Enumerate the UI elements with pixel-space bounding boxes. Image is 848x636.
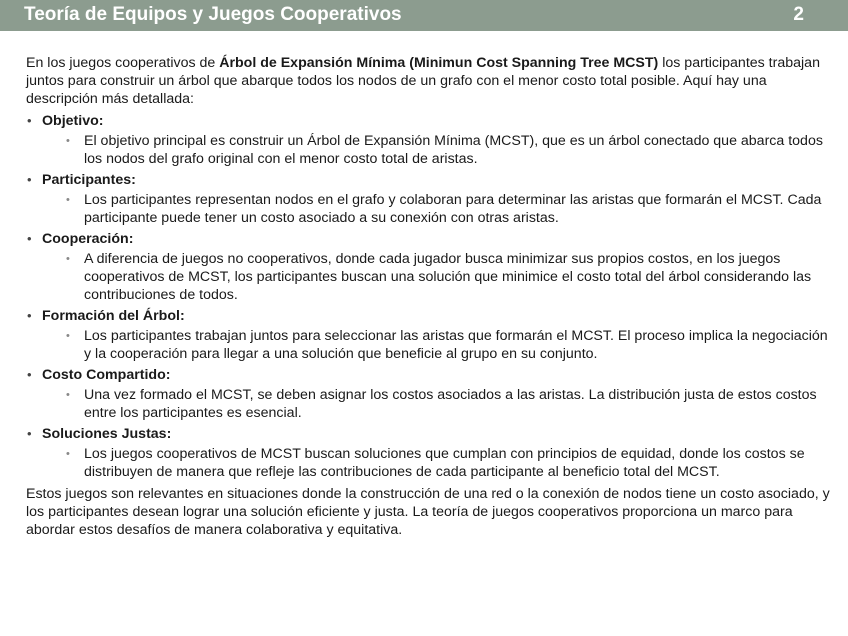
sub-bullet-icon: •: [66, 448, 70, 460]
sub-item-text: Los participantes representan nodos en el grafo y colaboran para determinar las aristas que formarán el MCST. Cada participante puede tener un costo asociado a su conexión con otras aristas.: [84, 192, 822, 226]
sub-item: [42, 191, 834, 227]
sub-item-text: El objetivo principal es construir un Árbol de Expansión Mínima (MCST), que es un árbol conectado que abarca todos los nodos del grafo original con el menor costo total de aristas.: [84, 133, 823, 167]
bullet-icon: •: [27, 231, 32, 246]
list-item-costo: [26, 366, 834, 422]
sub-item: [42, 445, 834, 481]
list-item-objetivo: [26, 112, 834, 168]
item-title: Cooperación:: [42, 231, 134, 247]
item-title: Soluciones Justas:: [42, 426, 172, 442]
sub-item: [42, 250, 834, 304]
sub-bullet-icon: •: [66, 135, 70, 147]
intro-text-start: En los juegos cooperativos de: [26, 55, 220, 71]
sub-item-text: Una vez formado el MCST, se deben asignar los costos asociados a las aristas. La distribución justa de estos costos entre los participantes es esencial.: [84, 387, 817, 421]
bullet-icon: •: [27, 113, 32, 128]
sub-bullet-icon: •: [66, 389, 70, 401]
bullet-icon: •: [27, 172, 32, 187]
slide-header: [0, 0, 848, 31]
sub-item-text: Los juegos cooperativos de MCST buscan soluciones que cumplan con principios de equidad, donde los costos se distribuyen de manera que refleje las contribuciones de cada participante al beneficio total del MCST.: [84, 446, 805, 480]
intro-paragraph: [26, 54, 834, 108]
sub-bullet-icon: •: [66, 330, 70, 342]
item-title: Objetivo:: [42, 113, 104, 129]
bullet-icon: •: [27, 426, 32, 441]
intro-bold-term: Árbol de Expansión Mínima (Minimun Cost Spanning Tree MCST): [219, 55, 659, 71]
item-title: Costo Compartido:: [42, 367, 171, 383]
sub-item-text: A diferencia de juegos no cooperativos, donde cada jugador busca minimizar sus propios costos, en los juegos cooperativos de MCST, los participantes buscan una solución que minimice el costo total del árbol considerando las contribuciones de todos.: [84, 251, 812, 303]
sub-item: [42, 132, 834, 168]
list-item-formacion: [26, 307, 834, 363]
sub-bullet-icon: •: [66, 253, 70, 265]
sub-item: [42, 327, 834, 363]
list-item-soluciones: [26, 425, 834, 481]
outro-paragraph: Estos juegos son relevantes en situaciones donde la construcción de una red o la conexión de nodos tiene un costo asociado, y los participantes desean lograr una solución eficiente y justa. La teoría de juegos cooperativos proporciona un marco para abordar estos desafíos de manera colaborativa y equitativa.: [26, 486, 830, 538]
slide-title: Teoría de Equipos y Juegos Cooperativos: [24, 4, 402, 25]
item-title: Formación del Árbol:: [42, 308, 185, 324]
intro-text-end: los participantes trabajan juntos para construir un árbol que abarque todos los nodos de un grafo con el menor costo total posible. Aquí hay una descripción más detallada:: [26, 55, 820, 107]
sub-item-text: Los participantes trabajan juntos para seleccionar las aristas que formarán el MCST. El proceso implica la negociación y la cooperación para llegar a una solución que beneficie al grupo en su conjunto.: [84, 328, 828, 362]
sub-item: [42, 386, 834, 422]
bullet-icon: •: [27, 367, 32, 382]
bullet-icon: •: [27, 308, 32, 323]
list-item-cooperacion: [26, 230, 834, 304]
list-item-participantes: [26, 171, 834, 227]
sub-bullet-icon: •: [66, 194, 70, 206]
slide-body: [26, 54, 834, 553]
item-title: Participantes:: [42, 172, 136, 188]
page-number: 2: [793, 4, 804, 25]
